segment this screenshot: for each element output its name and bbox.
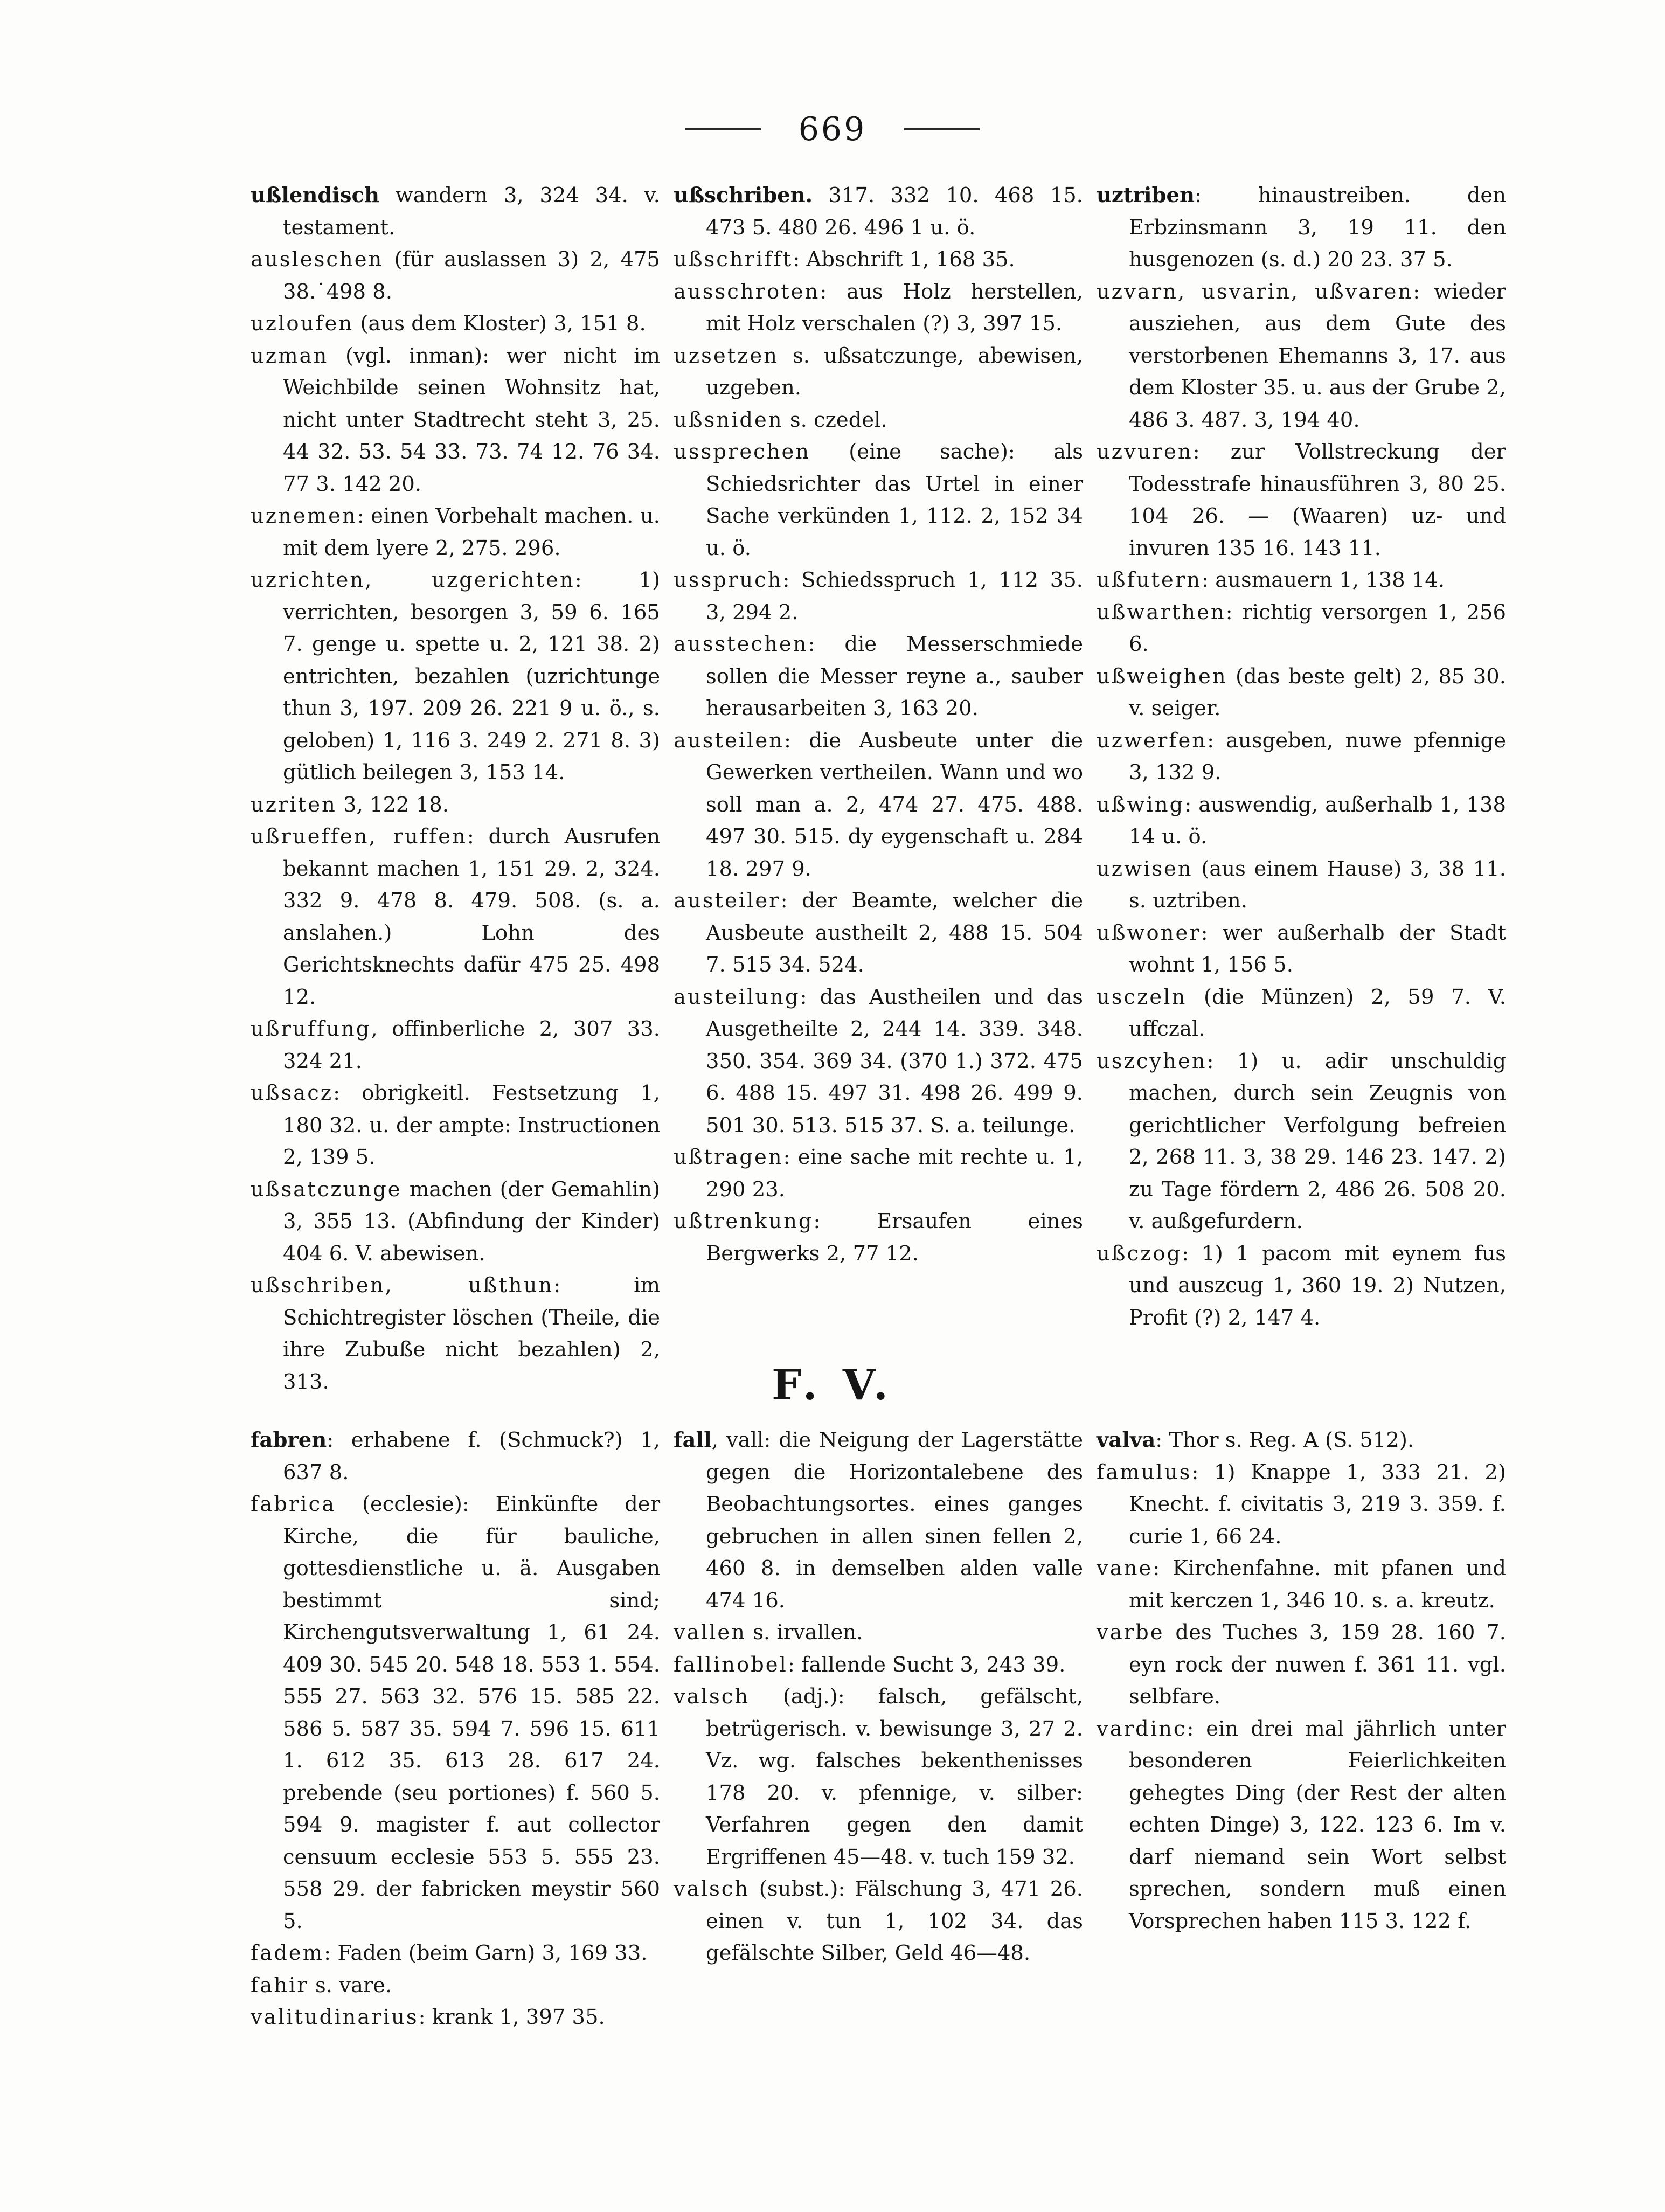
entry-headword: ußwing	[1097, 792, 1185, 817]
entry-text: (aus dem Kloster) 3, 151 8.	[353, 311, 646, 336]
dictionary-entry	[251, 1077, 660, 1174]
entry-headword: austeilen	[674, 728, 784, 753]
dictionary-entry	[674, 1873, 1083, 1970]
entry-text: : im Schichtregister löschen (Theile, die ihre Zubuße nicht bezahlen) 2, 313.	[283, 1273, 661, 1394]
entry-text: s. irvallen.	[746, 1620, 863, 1645]
bottom-column-right	[1097, 1424, 1506, 1937]
entry-text: (subst.): Fälschung 3, 471 26. einen v. tun 1, 102 34. das gefälschte Silber, Geld 46—48.	[706, 1877, 1083, 1965]
entry-text: 317. 332 10. 468 15. 473 5. 480 26. 496 1 u. ö.	[706, 183, 1083, 240]
entry-text: : Schiedsspruch 1, 112 35. 3, 294 2.	[706, 568, 1083, 625]
entry-text: (aus einem Hause) 3, 38 11. s. uztriben.	[1129, 856, 1506, 913]
dictionary-entry	[251, 821, 660, 1013]
entry-headword: ausschroten	[674, 279, 820, 304]
entry-text: : obrigkeitl. Festsetzung 1, 180 32. u. der ampte: Instructionen 2, 139 5.	[283, 1081, 660, 1169]
dictionary-entry	[251, 1970, 660, 2002]
entry-text: : das Austheilen und das Ausgetheilte 2, 244 14. 339. 348. 350. 354. 369 34. (370 1.) 372. 475 6. 488 15. 497 31. 498 26. 499 9. 501 30. 513. 515 37. S. a. teilunge.	[706, 984, 1083, 1138]
header-rule-left	[685, 128, 761, 130]
dictionary-entry	[1097, 917, 1506, 981]
entry-text: machen (der Gemahlin) 3, 355 13. (Abfindung der Kinder) 404 6. V. abewisen.	[283, 1177, 660, 1266]
entry-text: : aus Holz herstellen, mit Holz verschalen (?) 3, 397 15.	[706, 279, 1083, 336]
page-header	[0, 110, 1665, 148]
header-rule-right	[904, 128, 980, 130]
entry-headword: ußwarthen	[1097, 600, 1226, 625]
entry-text: (für auslassen 3) 2, 475 38.˙498 8.	[283, 247, 660, 304]
entry-headword: ußtragen	[674, 1145, 783, 1169]
dictionary-entry	[674, 1649, 1083, 1681]
dictionary-entry	[1097, 1045, 1506, 1238]
entry-headword: fahir	[251, 1973, 309, 1998]
entry-headword: usczeln	[1097, 984, 1187, 1009]
dictionary-entry	[674, 564, 1083, 628]
dictionary-entry	[674, 244, 1083, 276]
entry-headword: valsch	[674, 1684, 750, 1709]
entry-headword: ußschriben.	[674, 183, 813, 207]
dictionary-entry	[1097, 981, 1506, 1045]
dictionary-entry	[1097, 1238, 1506, 1334]
dictionary-entry	[1097, 1424, 1506, 1457]
dictionary-entry	[1097, 789, 1506, 853]
entry-headword: uszcyhen	[1097, 1049, 1207, 1073]
entry-text: : 1) 1 pacom mit eynem fus und auszcug 1, 360 19. 2) Nutzen, Profit (?) 2, 147 4.	[1129, 1241, 1506, 1330]
dictionary-entry	[1097, 661, 1506, 725]
top-column-middle	[674, 179, 1083, 1270]
entry-headword: fadem	[251, 1941, 324, 1965]
entry-headword: usspruch	[674, 568, 783, 592]
entry-headword: valva	[1097, 1428, 1156, 1452]
entry-text: : die Messerschmiede sollen die Messer reyne a., sauber herausarbeiten 3, 163 20.	[706, 632, 1083, 720]
entry-text: (vgl. inman): wer nicht im Weichbilde seinen Wohnsitz hat, nicht unter Stadtrecht steht 3, 25. 44 32. 53. 54 33. 73. 74 12. 76 34. 77 3. 142 20.	[283, 343, 660, 496]
entry-text: , vall: die Neigung der Lagerstätte gegen die Horizontalebene des Beobachtungsortes. eines ganges gebruchen in allen sinen fellen 2, 460 8. in demselben alden valle 474 16.	[706, 1428, 1083, 1613]
entry-text: wandern 3, 324 34. v. testament.	[283, 183, 660, 240]
entry-text: : 1) u. adir unschuldig machen, durch sein Zeugnis von gerichtlicher Verfolgung befreien 2, 268 11. 3, 38 29. 146 23. 147. 2) zu Tage fördern 2, 486 26. 508 20. v. außgefurdern.	[1129, 1049, 1506, 1233]
entry-text: (eine sache): als Schiedsrichter das Urtel in einer Sache verkünden 1, 112. 2, 152 34 u. ö.	[706, 440, 1083, 560]
bottom-column-middle	[674, 1424, 1083, 1970]
section-heading: F. V.	[772, 1361, 893, 1410]
entry-headword: austeilung	[674, 984, 800, 1009]
dictionary-entry	[1097, 1713, 1506, 1938]
entry-text: : einen Vorbehalt machen. u. mit dem lyere 2, 275. 296.	[283, 504, 660, 560]
entry-text: : Kirchenfahne. mit pfanen und mit kerczen 1, 346 10. s. a. kreutz.	[1129, 1556, 1506, 1613]
dictionary-entry	[1097, 725, 1506, 789]
entry-headword: varbe	[1097, 1620, 1164, 1645]
entry-text: : hinaustreiben. den Erbzinsmann 3, 19 11. den husgenozen (s. d.) 20 23. 37 5.	[1129, 183, 1506, 272]
entry-text: : ein drei mal jährlich unter besonderen Feierlichkeiten gehegtes Ding (der Rest der alten echten Dinge) 3, 122. 123 6. Im v. darf niemand sein Wort selbst sprechen, sondern muß einen Vorsprechen haben 115 3. 122 f.	[1129, 1716, 1506, 1933]
dictionary-entry	[674, 725, 1083, 885]
dictionary-entry	[251, 244, 660, 308]
entry-headword: fallinobel	[674, 1652, 788, 1677]
entry-text: : Abschrift 1, 168 35.	[793, 247, 1015, 272]
entry-text: : ausgeben, nuwe pfennige 3, 132 9.	[1129, 728, 1506, 785]
entry-headword: vallen	[674, 1620, 746, 1645]
entry-headword: austeiler	[674, 889, 781, 913]
entry-headword: uztriben	[1097, 183, 1195, 207]
entry-headword: fabren	[251, 1428, 327, 1452]
entry-text: : auswendig, außerhalb 1, 138 14 u. ö.	[1129, 792, 1506, 849]
entry-text: s. vare.	[308, 1973, 392, 1998]
dictionary-entry	[674, 276, 1083, 340]
entry-text: : die Ausbeute unter die Gewerken vertheilen. Wann und wo soll man a. 2, 474 27. 475. 488. 497 30. 515. dy eygenschaft u. 284 18. 297 9.	[706, 728, 1083, 881]
entry-headword: uzvuren	[1097, 440, 1193, 464]
entry-text: : fallende Sucht 3, 243 39.	[787, 1652, 1066, 1677]
dictionary-entry	[251, 1424, 660, 1488]
entry-text: 3, 122 18.	[336, 792, 449, 817]
dictionary-entry	[1097, 1457, 1506, 1553]
dictionary-entry	[674, 436, 1083, 564]
entry-text: : krank 1, 397 35.	[418, 2005, 605, 2029]
entry-text: s. ußsatczunge, abewisen, uzgeben.	[706, 343, 1083, 400]
entry-headword: ußweighen	[1097, 664, 1227, 689]
dictionary-entry	[674, 179, 1083, 244]
dictionary-entry	[251, 308, 660, 340]
dictionary-entry	[1097, 597, 1506, 661]
dictionary-entry	[1097, 179, 1506, 276]
entry-text: : eine sache mit rechte u. 1, 290 23.	[706, 1145, 1083, 1202]
entry-headword: uzwisen	[1097, 856, 1193, 881]
dictionary-entry	[1097, 853, 1506, 917]
entry-headword: ußfutern	[1097, 568, 1202, 592]
entry-text: , offinberliche 2, 307 33. 324 21.	[283, 1017, 660, 1073]
entry-headword: fabrica	[251, 1492, 336, 1516]
entry-text: : Thor s. Reg. A (S. 512).	[1155, 1428, 1414, 1452]
dictionary-entry	[674, 981, 1083, 1142]
entry-text: : ausmauern 1, 138 14.	[1202, 568, 1445, 592]
dictionary-entry	[251, 179, 660, 244]
entry-text: : wieder ausziehen, aus dem Gute des verstorbenen Ehemanns 3, 17. aus dem Kloster 35. u. aus der Grube 2, 486 3. 487. 3, 194 40.	[1129, 279, 1506, 432]
dictionary-entry	[251, 1013, 660, 1077]
entry-text: : Ersaufen eines Bergwerks 2, 77 12.	[706, 1209, 1083, 1266]
page-number: 669	[798, 110, 867, 148]
dictionary-entry	[251, 789, 660, 821]
entry-headword: uzriten	[251, 792, 337, 817]
entry-text: : Faden (beim Garn) 3, 169 33.	[324, 1941, 648, 1965]
entry-headword: uzrichten, uzgerichten	[251, 568, 575, 592]
entry-headword: fall	[674, 1428, 712, 1452]
entry-headword: ußsniden	[674, 407, 783, 432]
entry-headword: uzloufen	[251, 311, 354, 336]
entry-headword: uznemen	[251, 504, 357, 528]
entry-text: des Tuches 3, 159 28. 160 7. eyn rock der nuwen f. 361 11. vgl. selbfare.	[1129, 1620, 1506, 1709]
entry-headword: uzman	[251, 343, 329, 368]
dictionary-entry	[251, 340, 660, 501]
entry-text: : durch Ausrufen bekannt machen 1, 151 29. 2, 324. 332 9. 478 8. 479. 508. (s. a. anslahen.) Lohn des Gerichtsknechts dafür 475 25. 498 12.	[283, 824, 660, 1009]
dictionary-entry	[674, 1141, 1083, 1205]
entry-headword: ußlendisch	[251, 183, 380, 207]
dictionary-entry	[251, 1488, 660, 1937]
dictionary-entry	[251, 1937, 660, 1970]
entry-headword: ußsatczunge	[251, 1177, 402, 1202]
dictionary-entry	[251, 2001, 660, 2034]
entry-text: : richtig versorgen 1, 256 6.	[1129, 600, 1506, 656]
entry-headword: ausleschen	[251, 247, 384, 272]
dictionary-entry	[1097, 276, 1506, 436]
entry-headword: uzwerfen	[1097, 728, 1208, 753]
entry-headword: vardinc	[1097, 1716, 1187, 1741]
dictionary-entry	[674, 1424, 1083, 1617]
top-column-left	[251, 179, 660, 1398]
dictionary-entry	[251, 1174, 660, 1270]
entry-headword: ußsacz	[251, 1081, 334, 1105]
dictionary-entry	[674, 1205, 1083, 1270]
entry-headword: valitudinarius	[251, 2005, 419, 2029]
entry-headword: ußschrifft	[674, 247, 793, 272]
entry-headword: ußczog	[1097, 1241, 1182, 1266]
entry-headword: ußschriben, ußthun	[251, 1273, 554, 1298]
dictionary-entry	[251, 564, 660, 789]
entry-text: : wer außerhalb der Stadt wohnt 1, 156 5.	[1129, 920, 1506, 977]
bottom-column-left	[251, 1424, 660, 2034]
dictionary-entry	[1097, 564, 1506, 597]
dictionary-entry	[674, 340, 1083, 404]
top-column-right	[1097, 179, 1506, 1334]
dictionary-entry	[1097, 1617, 1506, 1713]
entry-text: : 1) verrichten, besorgen 3, 59 6. 165 7. genge u. spette u. 2, 121 38. 2) entrichten, bezahlen (uzrichtunge thun 3, 197. 209 26. 221 9 u. ö., s. geloben) 1, 116 3. 249 2. 271 8. 3) gütlich beilegen 3, 153 14.	[283, 568, 660, 785]
entry-headword: uzvarn, usvarin, ußvaren	[1097, 279, 1413, 304]
entry-text: s. czedel.	[783, 407, 887, 432]
dictionary-entry	[674, 1681, 1083, 1873]
entry-headword: ußruffung	[251, 1017, 371, 1041]
entry-text: : erhabene f. (Schmuck?) 1, 637 8.	[283, 1428, 660, 1485]
entry-text: (das beste gelt) 2, 85 30. v. seiger.	[1129, 664, 1506, 720]
dictionary-entry	[674, 885, 1083, 981]
entry-text: (adj.): falsch, gefälscht, betrügerisch. v. bewisunge 3, 27 2. Vz. wg. falsches bekenthenisses 178 20. v. pfennige, v. silber: Verfahren gegen den damit Ergriffenen 45—48. v. tuch 159 32.	[706, 1684, 1083, 1869]
dictionary-entry	[1097, 1552, 1506, 1617]
entry-headword: uzsetzen	[674, 343, 779, 368]
entry-headword: valsch	[674, 1877, 750, 1901]
entry-headword: ußtrenkung	[674, 1209, 814, 1233]
entry-headword: ußrueffen, ruffen	[251, 824, 467, 849]
entry-text: : 1) Knappe 1, 333 21. 2) Knecht. f. civitatis 3, 219 3. 359. f. curie 1, 66 24.	[1129, 1460, 1506, 1549]
dictionary-entry	[1097, 436, 1506, 564]
dictionary-entry	[674, 1617, 1083, 1649]
dictionary-entry	[251, 500, 660, 564]
entry-text: : der Beamte, welcher die Ausbeute austheilt 2, 488 15. 504 7. 515 34. 524.	[706, 889, 1083, 977]
entry-headword: ußwoner	[1097, 920, 1201, 945]
entry-headword: ussprechen	[674, 440, 811, 464]
entry-headword: famulus	[1097, 1460, 1192, 1485]
entry-text: (ecclesie): Einkünfte der Kirche, die für bauliche, gottesdienstliche u. ä. Ausgaben bestimmt sind; Kirchengutsverwaltung 1, 61 24. 409 30. 545 20. 548 18. 553 1. 554. 555 27. 563 32. 576 15. 585 22. 586 5. 587 35. 594 7. 596 15. 611 1. 612 35. 613 28. 617 24. prebende (seu portiones) f. 560 5. 594 9. magister f. aut collector censuum ecclesie 553 5. 555 23. 558 29. der fabricken meystir 560 5.	[283, 1492, 660, 1933]
entry-text: : zur Vollstreckung der Todesstrafe hinausführen 3, 80 25. 104 26. — (Waaren) uz- und invuren 135 16. 143 11.	[1129, 440, 1506, 560]
dictionary-entry	[674, 404, 1083, 436]
entry-headword: ausstechen	[674, 632, 808, 656]
entry-headword: vane	[1097, 1556, 1153, 1580]
dictionary-entry	[674, 628, 1083, 725]
entry-text: (die Münzen) 2, 59 7. V. uffczal.	[1129, 984, 1506, 1041]
